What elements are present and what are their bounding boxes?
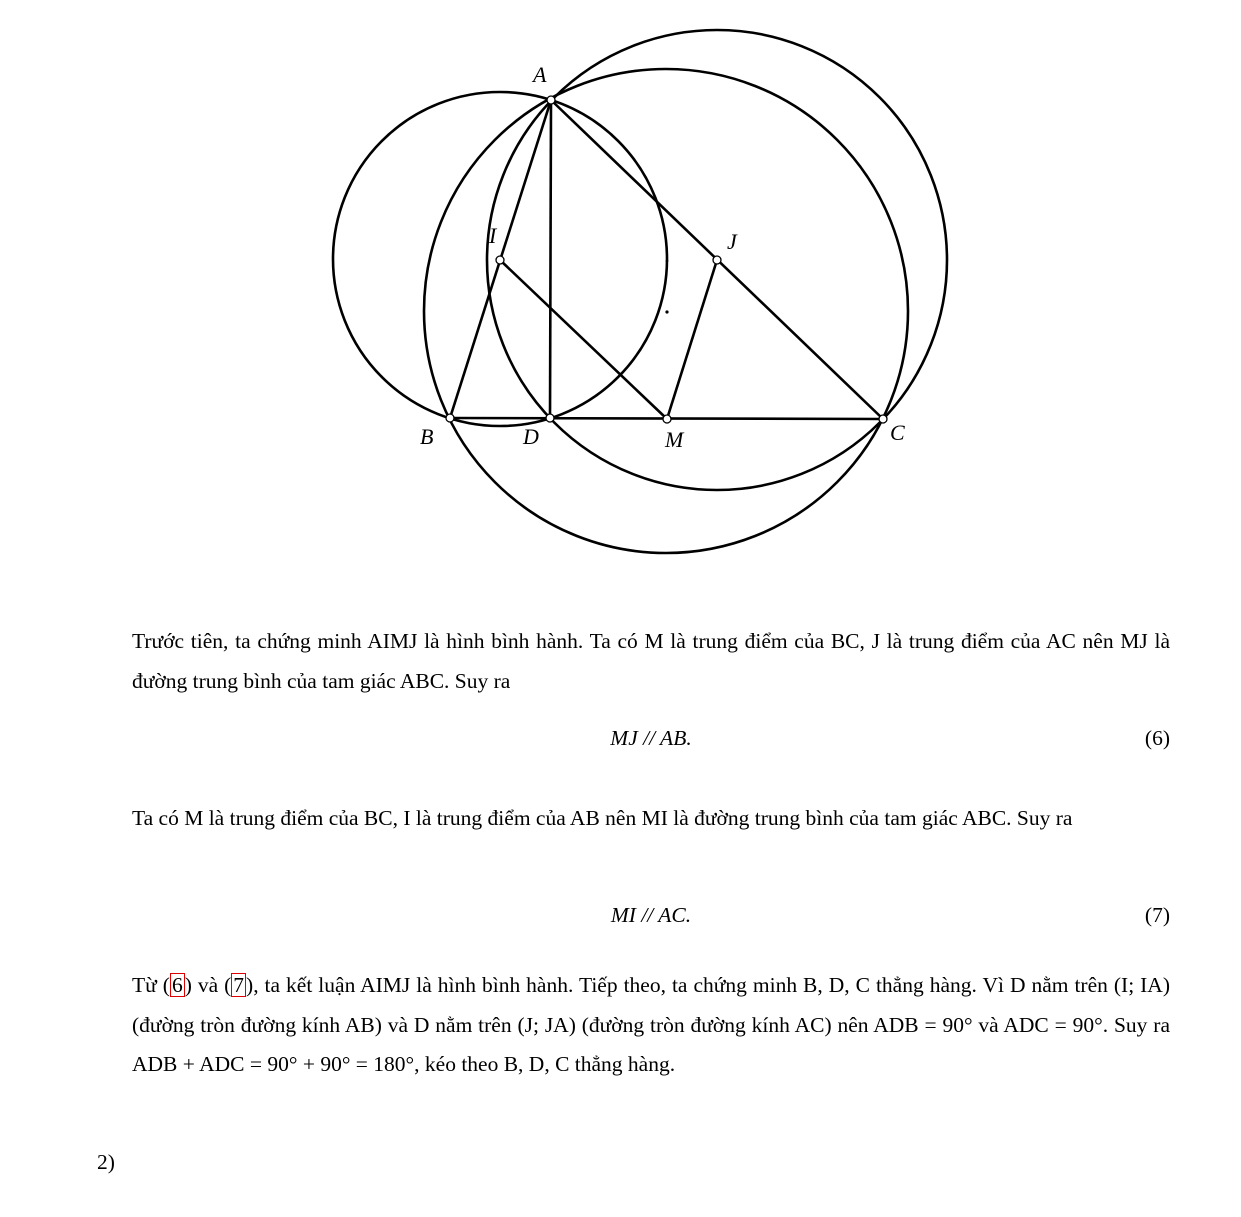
geometry-figure (0, 0, 1241, 600)
point-j (713, 256, 721, 264)
paragraph-3-lead: Từ ( (132, 973, 170, 997)
point-m (663, 415, 671, 423)
point-a (547, 96, 555, 104)
paragraph-1 (132, 622, 1170, 701)
equation-7 (132, 903, 1170, 943)
equation-6-body: MJ // AB. (610, 726, 692, 750)
point-i (496, 256, 504, 264)
label-m: M (665, 427, 684, 452)
label-j: J (727, 229, 737, 254)
point-c (879, 415, 887, 423)
paragraph-3-between: ) và ( (184, 973, 232, 997)
point-d (546, 414, 554, 422)
label-i: I (489, 223, 497, 248)
label-b: B (420, 424, 434, 449)
equation-7-body: MI // AC. (610, 903, 692, 927)
segment-mj (667, 260, 717, 419)
point-b (446, 414, 454, 422)
equation-7-number: (7) (1144, 903, 1170, 927)
segment-im (500, 260, 667, 419)
label-a: A (533, 62, 547, 87)
center-dot (665, 310, 668, 313)
equation-6 (132, 726, 1170, 766)
equation-6-number: (6) (1144, 726, 1170, 750)
item-2-label: 2) (97, 1150, 115, 1174)
paragraph-3-rest: ), ta kết luận AIMJ là hình bình hành. Tiếp theo, ta chứng minh B, D, C thẳng hàng. Vì D nằm trên (I; IA) (đường tròn đường kính AB) và D nằm trên (J; JA) (đường tròn đường kính AC) nên ADB = 90° và ADC = 90°. Suy ra ADB + ADC = 90° + 90° = 180°, kéo theo B, D, C thẳng hàng. (132, 973, 1170, 1076)
paragraph-2 (132, 799, 1170, 839)
label-d: D (523, 424, 539, 449)
paragraph-2-text: Ta có M là trung điểm của BC, I là trung điểm của AB nên MI là đường trung bình của tam giác ABC. Suy ra (132, 806, 1073, 830)
ref-link-7[interactable]: 7 (233, 973, 245, 997)
label-c: C (890, 420, 905, 445)
paragraph-1-text: Trước tiên, ta chứng minh AIMJ là hình bình hành. Ta có M là trung điểm của BC, J là trung điểm của AC nên MJ là đường trung bình của tam giác ABC. Suy ra (132, 629, 1170, 693)
ref-link-6[interactable]: 6 (171, 973, 183, 997)
paragraph-3 (132, 966, 1170, 1085)
segment-ad (550, 100, 551, 418)
